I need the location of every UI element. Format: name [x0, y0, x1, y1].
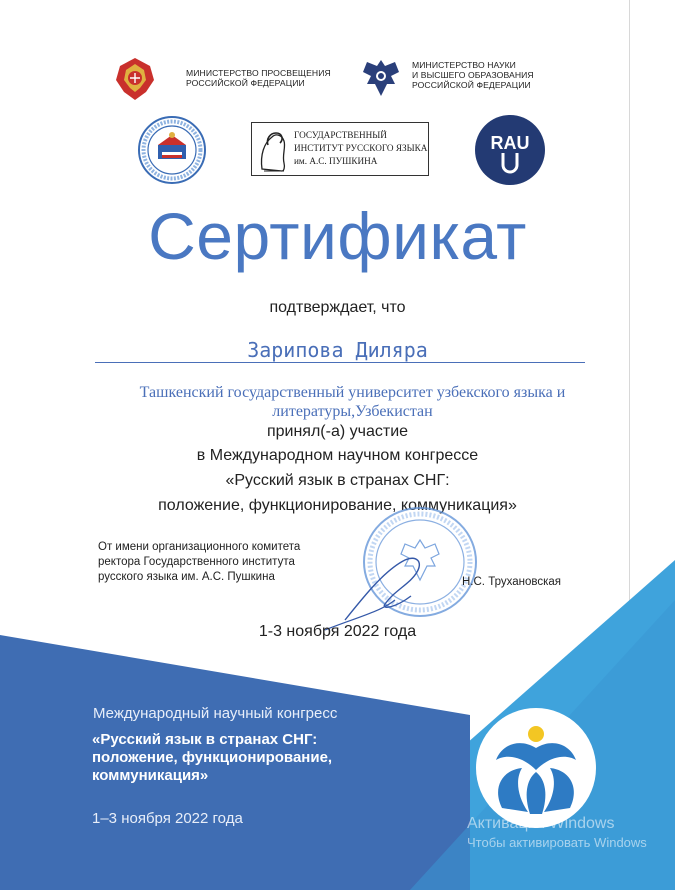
footer-theme-line-1: «Русский язык в странах СНГ:: [92, 731, 318, 748]
event-line-1: в Международном научном конгрессе: [196, 447, 479, 464]
watermark-line-1: Активация Windows: [467, 815, 615, 832]
university-line-1: Ташкенский государственный университет узбекского языка и: [139, 384, 566, 401]
ministry-science-label: МИНИСТЕРСТВО НАУКИ И ВЫСШЕГО ОБРАЗОВАНИЯ РОССИЙСКОЙ ФЕДЕРАЦИИ: [412, 60, 534, 90]
ministry-education-label: МИНИСТЕРСТВО ПРОСВЕЩЕНИЯ РОССИЙСКОЙ ФЕДЕРАЦИИ: [186, 68, 331, 88]
university-line-2: литературы,Узбекистан: [272, 403, 433, 420]
footer-congress-title: Международный научный конгресс: [93, 705, 338, 722]
signer-line-1: От имени организационного комитета: [98, 541, 301, 553]
windows-activation-watermark: [467, 814, 647, 852]
footer-theme-line-2: положение, функционирование,: [92, 749, 333, 766]
cis-emblem-icon: [472, 708, 600, 828]
footer-congress-theme: [92, 731, 332, 785]
signer-line-2: ректора Государственного института: [98, 556, 295, 568]
confirms-text: подтверждает, что: [269, 299, 406, 316]
event-line-2: «Русский язык в странах СНГ:: [225, 472, 450, 489]
footer-theme-line-3: коммуникация»: [92, 767, 209, 784]
watermark-line-2: Чтобы активировать Windows: [467, 835, 647, 850]
signer-name: Н.С. Трухановская: [462, 576, 561, 588]
certificate-title: Сертификат: [148, 199, 527, 273]
rau-logo-text: RAU: [490, 133, 530, 153]
pushkin-institute-label: ГОСУДАРСТВЕННЫЙ ИНСТИТУТ РУССКОГО ЯЗЫКА им. А.С. ПУШКИНА: [294, 130, 428, 166]
certificate-dates: 1-3 ноября 2022 года: [258, 623, 417, 640]
footer-dates: 1–3 ноября 2022 года: [92, 810, 243, 827]
participated-text: принял(-а) участие: [266, 423, 409, 440]
signer-line-3: русского языка им. А.С. Пушкина: [98, 571, 275, 583]
recipient-name: Зарипова Диляра: [247, 338, 428, 362]
event-line-3: положение, функционирование, коммуникация»: [158, 497, 517, 514]
